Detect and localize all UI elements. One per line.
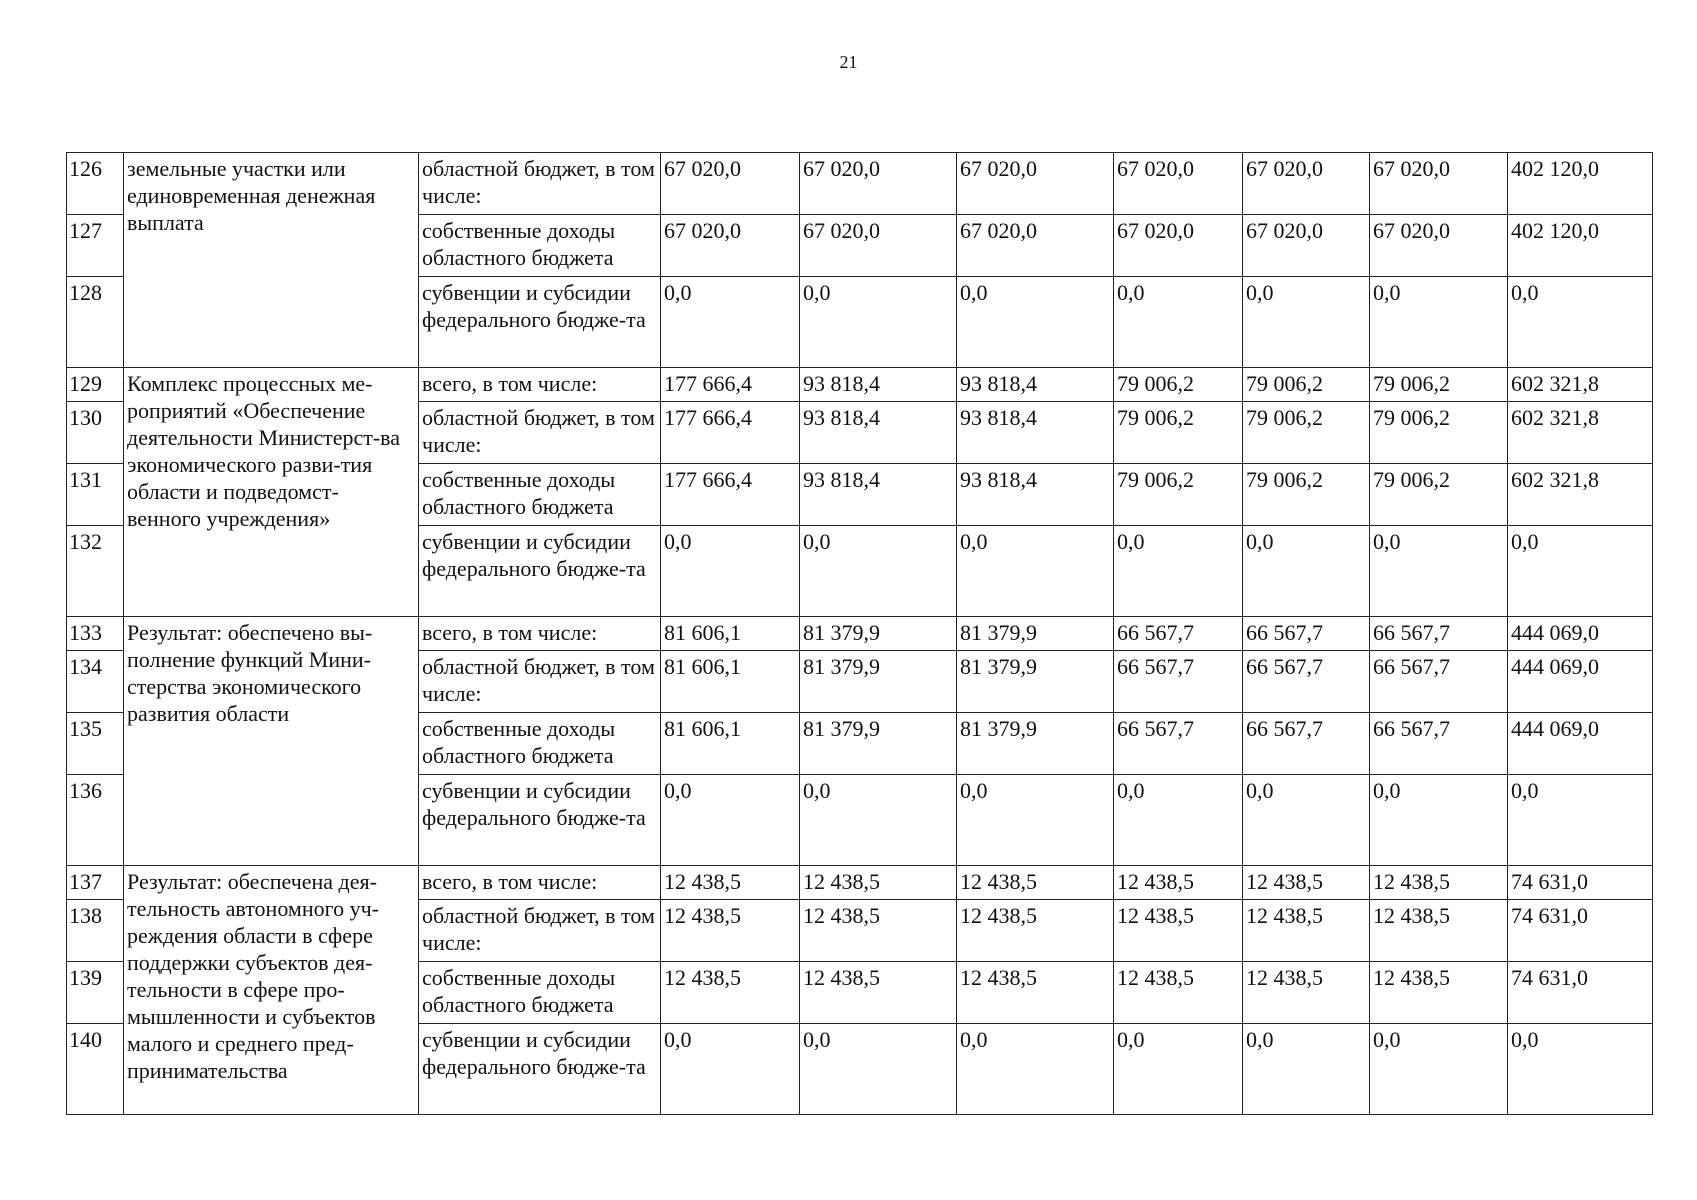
year-value-cell: 79 006,2 [1114,402,1243,464]
row-number: 133 [67,617,124,651]
year-value-cell: 79 006,2 [1114,464,1243,526]
total-value-cell: 402 120,0 [1508,215,1653,277]
funding-source: собственные доходы областного бюджета [419,962,661,1024]
year-value-cell: 79 006,2 [1370,402,1508,464]
page-number: 21 [839,52,858,72]
funding-source: всего, в том числе: [419,368,661,402]
year-value-cell: 12 438,5 [1370,962,1508,1024]
year-value-cell: 79 006,2 [1243,402,1370,464]
year-value-cell: 0,0 [661,775,800,866]
row-number: 129 [67,368,124,402]
year-value-cell: 0,0 [1370,277,1508,368]
year-value-cell: 0,0 [957,526,1114,617]
year-value-cell: 79 006,2 [1370,368,1508,402]
year-value-cell: 0,0 [1243,526,1370,617]
total-value-cell: 74 631,0 [1508,866,1653,900]
funding-source: областной бюджет, в том числе: [419,153,661,215]
funding-source: субвенции и субсидии федерального бюдже-та [419,1024,661,1115]
year-value-cell: 66 567,7 [1114,713,1243,775]
total-value-cell: 444 069,0 [1508,713,1653,775]
year-value-cell: 0,0 [1370,775,1508,866]
total-value-cell: 74 631,0 [1508,962,1653,1024]
year-value-cell: 12 438,5 [1243,866,1370,900]
year-value-cell: 12 438,5 [1370,900,1508,962]
total-value-cell: 444 069,0 [1508,617,1653,651]
year-value-cell: 12 438,5 [800,962,957,1024]
year-value-cell: 93 818,4 [957,402,1114,464]
year-value-cell: 81 379,9 [800,651,957,713]
total-value-cell: 0,0 [1508,1024,1653,1115]
year-value-cell: 81 379,9 [957,651,1114,713]
total-value-cell: 74 631,0 [1508,900,1653,962]
year-value-cell: 67 020,0 [1243,215,1370,277]
table-body [67,153,1653,1115]
row-number: 126 [67,153,124,215]
year-value-cell: 66 567,7 [1370,651,1508,713]
year-value-cell: 66 567,7 [1370,617,1508,651]
table-row [67,153,1653,215]
year-value-cell: 12 438,5 [957,866,1114,900]
year-value-cell: 0,0 [957,1024,1114,1115]
year-value-cell: 93 818,4 [800,464,957,526]
year-value-cell: 67 020,0 [957,215,1114,277]
total-value-cell: 0,0 [1508,526,1653,617]
year-value-cell: 12 438,5 [800,900,957,962]
year-value-cell: 67 020,0 [1114,153,1243,215]
funding-source: субвенции и субсидии федерального бюдже-та [419,775,661,866]
funding-source: собственные доходы областного бюджета [419,464,661,526]
activity-name: Результат: обеспечено вы-полнение функций Мини-стерства экономического развития области [124,617,419,866]
total-value-cell: 602 321,8 [1508,368,1653,402]
year-value-cell: 12 438,5 [661,900,800,962]
year-value-cell: 79 006,2 [1370,464,1508,526]
budget-table [66,152,1653,1115]
year-value-cell: 93 818,4 [957,368,1114,402]
year-value-cell: 79 006,2 [1243,368,1370,402]
year-value-cell: 0,0 [1114,1024,1243,1115]
row-number: 132 [67,526,124,617]
activity-name: земельные участки или единовременная денежная выплата [124,153,419,368]
year-value-cell: 177 666,4 [661,402,800,464]
year-value-cell: 0,0 [800,526,957,617]
year-value-cell: 12 438,5 [1370,866,1508,900]
year-value-cell: 81 606,1 [661,713,800,775]
row-number: 136 [67,775,124,866]
total-value-cell: 402 120,0 [1508,153,1653,215]
year-value-cell: 0,0 [661,526,800,617]
year-value-cell: 0,0 [661,1024,800,1115]
year-value-cell: 0,0 [1370,526,1508,617]
year-value-cell: 93 818,4 [800,368,957,402]
year-value-cell: 67 020,0 [1370,153,1508,215]
year-value-cell: 0,0 [1114,526,1243,617]
funding-source: областной бюджет, в том числе: [419,900,661,962]
year-value-cell: 67 020,0 [661,215,800,277]
year-value-cell: 0,0 [1243,1024,1370,1115]
year-value-cell: 0,0 [1114,775,1243,866]
funding-source: областной бюджет, в том числе: [419,651,661,713]
funding-source: областной бюджет, в том числе: [419,402,661,464]
year-value-cell: 67 020,0 [1370,215,1508,277]
row-number: 140 [67,1024,124,1115]
total-value-cell: 0,0 [1508,775,1653,866]
year-value-cell: 67 020,0 [1243,153,1370,215]
year-value-cell: 12 438,5 [1243,900,1370,962]
row-number: 138 [67,900,124,962]
row-number: 135 [67,713,124,775]
year-value-cell: 81 379,9 [957,617,1114,651]
year-value-cell: 93 818,4 [957,464,1114,526]
row-number: 139 [67,962,124,1024]
funding-source: собственные доходы областного бюджета [419,215,661,277]
year-value-cell: 12 438,5 [1114,962,1243,1024]
table-row [67,617,1653,651]
year-value-cell: 0,0 [1243,277,1370,368]
year-value-cell: 0,0 [957,277,1114,368]
row-number: 128 [67,277,124,368]
table-row [67,368,1653,402]
row-number: 127 [67,215,124,277]
year-value-cell: 66 567,7 [1114,617,1243,651]
row-number: 130 [67,402,124,464]
year-value-cell: 0,0 [1114,277,1243,368]
year-value-cell: 79 006,2 [1114,368,1243,402]
year-value-cell: 177 666,4 [661,368,800,402]
year-value-cell: 67 020,0 [1114,215,1243,277]
year-value-cell: 81 606,1 [661,617,800,651]
activity-name: Результат: обеспечена дея-тельность автономного уч-реждения области в сфере поддержки субъектов дея-тельности в сфере про-мышленности и субъектов малого и среднего пред-принимательства [124,866,419,1115]
year-value-cell: 0,0 [1370,1024,1508,1115]
year-value-cell: 66 567,7 [1243,617,1370,651]
year-value-cell: 12 438,5 [661,962,800,1024]
year-value-cell: 67 020,0 [800,215,957,277]
table-row [67,866,1653,900]
year-value-cell: 66 567,7 [1114,651,1243,713]
year-value-cell: 67 020,0 [800,153,957,215]
year-value-cell: 0,0 [800,775,957,866]
year-value-cell: 79 006,2 [1243,464,1370,526]
year-value-cell: 12 438,5 [800,866,957,900]
year-value-cell: 0,0 [957,775,1114,866]
year-value-cell: 81 606,1 [661,651,800,713]
year-value-cell: 0,0 [1243,775,1370,866]
total-value-cell: 602 321,8 [1508,464,1653,526]
funding-source: всего, в том числе: [419,866,661,900]
year-value-cell: 177 666,4 [661,464,800,526]
year-value-cell: 81 379,9 [957,713,1114,775]
row-number: 134 [67,651,124,713]
year-value-cell: 66 567,7 [1243,651,1370,713]
year-value-cell: 12 438,5 [957,900,1114,962]
funding-source: собственные доходы областного бюджета [419,713,661,775]
year-value-cell: 67 020,0 [957,153,1114,215]
year-value-cell: 12 438,5 [1243,962,1370,1024]
funding-source: субвенции и субсидии федерального бюдже-та [419,277,661,368]
year-value-cell: 12 438,5 [661,866,800,900]
year-value-cell: 12 438,5 [957,962,1114,1024]
total-value-cell: 602 321,8 [1508,402,1653,464]
year-value-cell: 12 438,5 [1114,866,1243,900]
year-value-cell: 0,0 [800,277,957,368]
year-value-cell: 66 567,7 [1370,713,1508,775]
row-number: 137 [67,866,124,900]
year-value-cell: 66 567,7 [1243,713,1370,775]
year-value-cell: 12 438,5 [1114,900,1243,962]
total-value-cell: 444 069,0 [1508,651,1653,713]
activity-name: Комплекс процессных ме-роприятий «Обеспечение деятельности Министерст-ва экономического разви-тия области и подведомст-венного учреждения» [124,368,419,617]
total-value-cell: 0,0 [1508,277,1653,368]
year-value-cell: 0,0 [661,277,800,368]
year-value-cell: 67 020,0 [661,153,800,215]
year-value-cell: 93 818,4 [800,402,957,464]
funding-source: всего, в том числе: [419,617,661,651]
funding-source: субвенции и субсидии федерального бюдже-та [419,526,661,617]
year-value-cell: 81 379,9 [800,617,957,651]
year-value-cell: 81 379,9 [800,713,957,775]
year-value-cell: 0,0 [800,1024,957,1115]
row-number: 131 [67,464,124,526]
